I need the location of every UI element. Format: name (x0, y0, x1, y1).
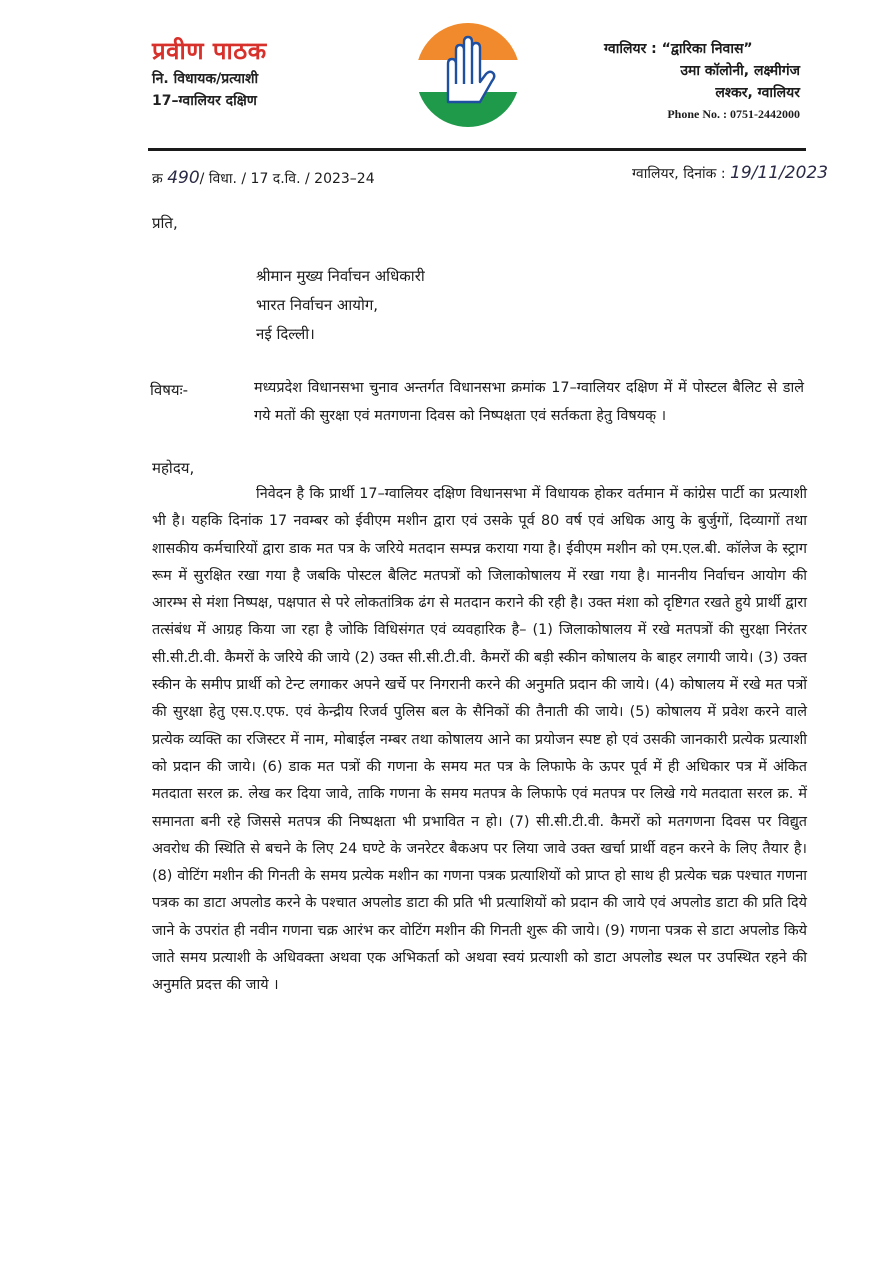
sender-designation: नि. विधायक/प्रत्याशी (152, 71, 259, 87)
recipient-line-1: श्रीमान मुख्य निर्वाचन अधिकारी (256, 267, 425, 285)
reference-prefix: क्र (152, 171, 168, 187)
letterhead-sender (152, 34, 412, 112)
reference-handwritten-number: 490 (167, 168, 200, 188)
date-handwritten-value: 19/11/2023 (730, 163, 829, 183)
sender-constituency: 17–ग्वालियर दक्षिण (152, 93, 257, 109)
date-label: ग्वालियर, दिनांक : (632, 166, 731, 182)
letter-body: निवेदन है कि प्रार्थी 17–ग्वालियर दक्षिण विधानसभा में विधायक होकर वर्तमान में कांग्रेस पार्टी का प्रत्याशी भी है। यहकि दिनांक 17 नवम्बर को ईवीएम मशीन द्वारा एवं उसके पूर्व 80 वर्ष एवं अधिक आयु के बुर्जुगों, दिव्यागों तथा शासकीय कर्मचारियों द्वारा डाक मत पत्र के जरिये मतदान सम्पन्न कराया गया है। ईवीएम मशीन को एम.एल.बी. कॉलेज के स्ट्राग रूम में सुरक्षित रखा गया है जबकि पोस्टल बैलिट मतपत्रों को जिलाकोषालय में रखा गया है। माननीय निर्वाचन आयोग की आरम्भ से मंशा निष्पक्ष, पक्षपात से परे लोकतांत्रिक ढंग से मतदान कराने की रही है। उक्त मंशा को दृष्टिगत रखते हुये प्रार्थी द्वारा तत्संबंध में आग्रह किया जा रहा है जोकि विधिसंगत एवं व्यवहारिक है– (1) जिलाकोषालय में रखे मतपत्रों की सुरक्षा निरंतर सी.सी.टी.वी. कैमरों के जरिये की जाये (2) उक्त सी.सी.टी.वी. कैमरों की बड़ी स्कीन कोषालय के बाहर लगायी जाये। (3) उक्त स्कीन के समीप प्रार्थी को टेन्ट लगाकर अपने खर्चे पर निगरानी करने की अनुमति प्रदान की जाये। (4) कोषालय में रखे मत पत्रों की सुरक्षा हेतु एस.ए.एफ. एवं केन्द्रीय रिजर्व पुलिस बल के सैनिकों की तैनाती की जाये। (5) कोषालय में प्रवेश करने वाले प्रत्येक व्यक्ति का रजिस्टर में नाम, मोबाईल नम्बर तथा कोषालय आने का प्रयोजन स्पष्ट हो एवं उसकी जानकारी प्रत्येक प्रत्याशी को प्रदान की जाये। (6) डाक मत पत्रों की गणना के समय मत पत्र के लिफाफे के ऊपर पूर्व में ही अधिकार पत्र में अंकित मतदाता सरल क्र. लेख कर दिया जावे, ताकि गणना के समय मतपत्र के लिफाफे एवं मतपत्र पर लिखे गये मतदाता सरल क्र. में समानता बनी रहे जिससे मतपत्र की निष्पक्षता भी प्रभावित न हो। (7) सी.सी.टी.वी. कैमरों को मतगणना दिवस पर विद्युत अवरोध की स्थिति से बचने के लिए 24 घण्टे के जनरेटर बैकअप पर लिया जावे उक्त खर्चा प्रार्थी वहन करने के लिए तैयार है। (8) वोटिंग मशीन की गिनती के समय प्रत्येक मशीन का गणना पत्रक प्रत्याशियों को प्राप्त हो साथ ही प्रत्येक चक्र पश्चात गणना पत्रक का डाटा अपलोड करने के पश्चात अपलोड डाटा की प्रति भी प्रत्याशियों को प्रदान की जाये एवं अपलोड डाटा की प्रति दिये जाने के उपरांत ही नवीन गणना चक्र आरंभ कर वोटिंग मशीन की गिनती शुरू की जाये। (9) गणना पत्रक से डाटा अपलोड किये जाते समय प्रत्याशी के अधिवक्ता अथवा एक अभिकर्ता को अथवा स्वयं प्रत्याशी को डाटा अपलोड स्थल पर उपस्थित रहने की अनुमति प्रदत्त की जाये । (152, 486, 808, 994)
reference-suffix: / विधा. / 17 द.वि. / 2023–24 (199, 171, 375, 187)
congress-hand-icon (408, 20, 528, 130)
phone-number: Phone No. : 0751-2442000 (667, 107, 800, 121)
subject-text: मध्यप्रदेश विधानसभा चुनाव अन्तर्गत विधानसभा क्रमांक 17–ग्वालियर दक्षिण में में पोस्टल बैलिट से डाले गये मतों की सुरक्षा एवं मतगणना दिवस को निष्पक्षता एवं सर्तकता हेतु विषयक् । (254, 380, 804, 424)
reference-number (152, 167, 375, 190)
header-divider (148, 148, 806, 151)
sender-name: प्रवीण पाठक (152, 37, 267, 65)
greeting: महोदय, (152, 459, 195, 477)
recipient-salutation: प्रति, (152, 214, 178, 232)
address-line-2: उमा कॉलोनी, लक्ष्मीगंज (680, 63, 800, 79)
recipient-address (256, 262, 425, 349)
letter-date (632, 162, 828, 185)
address-line-3: लश्कर, ग्वालियर (715, 85, 800, 101)
subject-label: विषयः- (150, 381, 189, 399)
recipient-line-3: नई दिल्ली। (256, 325, 315, 343)
recipient-line-2: भारत निर्वाचन आयोग, (256, 296, 379, 314)
letterhead-address (560, 38, 800, 124)
party-logo (408, 20, 528, 130)
address-line-1: ग्वालियर : “द्वारिका निवास” (604, 41, 753, 57)
